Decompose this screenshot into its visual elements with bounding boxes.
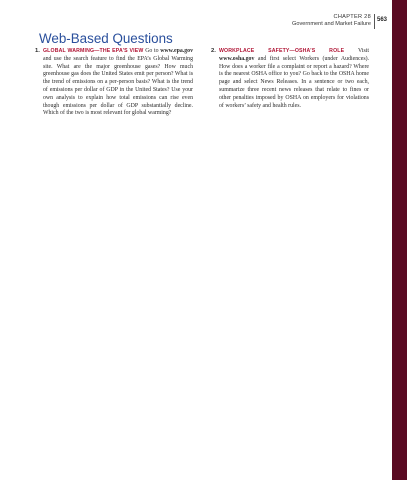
question-item [35,48,193,118]
question-item [211,48,369,110]
question-text: and first select Workers (under Audiences). How does a worker file a complaint or report a hazard? Where is the nearest OSHA office to you? Go back to the OSHA home page and select News Releases. In a sentence or two each, summarize three recent news releases that relate to fines or other penalties imposed by OSHA on employers for violations of workers’ safety and health rules. [219,55,369,109]
question-text-intro: Go to [145,48,161,54]
chapter-label: CHAPTER 28 [333,14,371,20]
running-head [292,14,375,29]
question-url-link[interactable]: www.osha.gov [219,55,255,62]
question-number: 1. [35,48,40,54]
side-color-band [392,0,407,480]
chapter-subtitle: Government and Market Failure [292,21,371,28]
question-text: and use the search feature to find the EPA’s Global Warming site. What are the major greenhouse gases? How much greenhouse gas does the United States emit per person? What is the trend of emissions on a per-person basis? What is the trend of emissions per dollar of GDP in the United States? Use your own analysis to explain how total emissions can rise even though emissions per dollar of GDP substantially decline. Which of the two is most relevant for global warming? [43,55,193,117]
page-number: 563 [376,17,387,23]
section-title: Web-Based Questions [39,31,173,46]
question-number: 2. [211,48,216,54]
question-heading: WORKPLACE SAFETY—OSHA’S ROLE [219,48,358,54]
question-heading: GLOBAL WARMING—THE EPA’S VIEW [43,48,146,54]
question-text-intro: Visit [357,48,369,54]
question-url-link[interactable]: www.epa.gov [160,48,193,54]
